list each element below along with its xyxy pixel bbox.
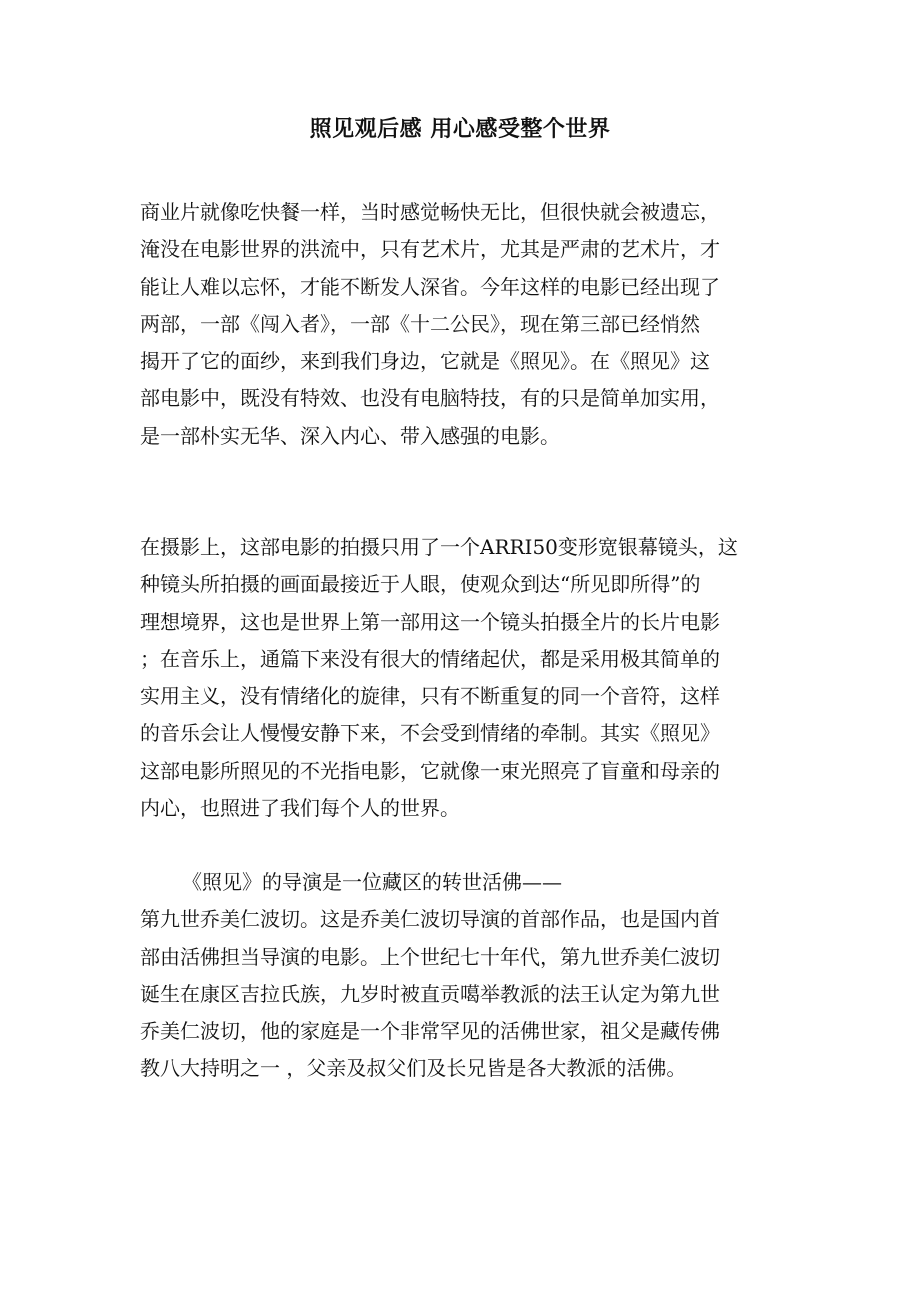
paragraph-2 bbox=[140, 529, 780, 827]
paragraph-1 bbox=[140, 194, 780, 455]
text-line: 商业片就像吃快餐一样，当时感觉畅快无比，但很快就会被遗忘， bbox=[140, 200, 720, 224]
text-line: 《照见》的导演是一位藏区的转世活佛—— bbox=[182, 870, 562, 894]
text-line: 揭开了它的面纱，来到我们身边，它就是《照见》。在《照见》这 bbox=[140, 349, 710, 374]
text-line: 教八大持明之一 ，父亲及叔父们及长兄皆是各大教派的活佛。 bbox=[140, 1056, 687, 1081]
document-title: 照见观后感 用心感受整个世界 bbox=[309, 116, 611, 142]
text-line: 部由活佛担当导演的电影。上个世纪七十年代，第九世乔美仁波切 bbox=[140, 944, 720, 969]
text-line: 种镜头所拍摄的画面最接近于人眼，使观众到达“所见即所得”的 bbox=[140, 572, 701, 597]
text-line: 能让人难以忘怀，才能不断发人深省。今年这样的电影已经出现了 bbox=[140, 274, 720, 299]
text-line: 部电影中，既没有特效、也没有电脑特技，有的只是简单加实用， bbox=[140, 386, 720, 411]
text-line: 实用主义，没有情绪化的旋律，只有不断重复的同一个音符，这样 bbox=[140, 684, 720, 709]
text-line: ；在音乐上，通篇下来没有很大的情绪起伏，都是采用极其简单的 bbox=[140, 646, 720, 671]
text-line: 这部电影所照见的不光指电影，它就像一束光照亮了盲童和母亲的 bbox=[140, 758, 720, 783]
text-line: 内心，也照进了我们每个人的世界。 bbox=[140, 796, 460, 821]
text-line: 是一部朴实无华、深入内心、带入感强的电影。 bbox=[140, 423, 560, 448]
text-line: 诞生在康区吉拉氏族，九岁时被直贡噶举教派的法王认定为第九世 bbox=[140, 981, 720, 1006]
text-line: 乔美仁波切，他的家庭是一个非常罕见的活佛世家，祖父是藏传佛 bbox=[140, 1019, 720, 1044]
text-line: 在摄影上，这部电影的拍摄只用了一个ARRI50变形宽银幕镜头，这 bbox=[140, 535, 738, 559]
text-line: 淹没在电影世界的洪流中，只有艺术片，尤其是严肃的艺术片，才 bbox=[140, 237, 720, 262]
paragraph-3 bbox=[140, 864, 780, 1088]
text-line: 两部，一部《闯入者》，一部《十二公民》，现在第三部已经悄然 bbox=[140, 311, 700, 336]
text-line: 第九世乔美仁波切。这是乔美仁波切导演的首部作品，也是国内首 bbox=[140, 907, 720, 932]
text-line: 理想境界，这也是世界上第一部用这一个镜头拍摄全片的长片电影 bbox=[140, 609, 720, 634]
text-line: 的音乐会让人慢慢安静下来，不会受到情绪的牵制。其实《照见》 bbox=[140, 721, 720, 746]
